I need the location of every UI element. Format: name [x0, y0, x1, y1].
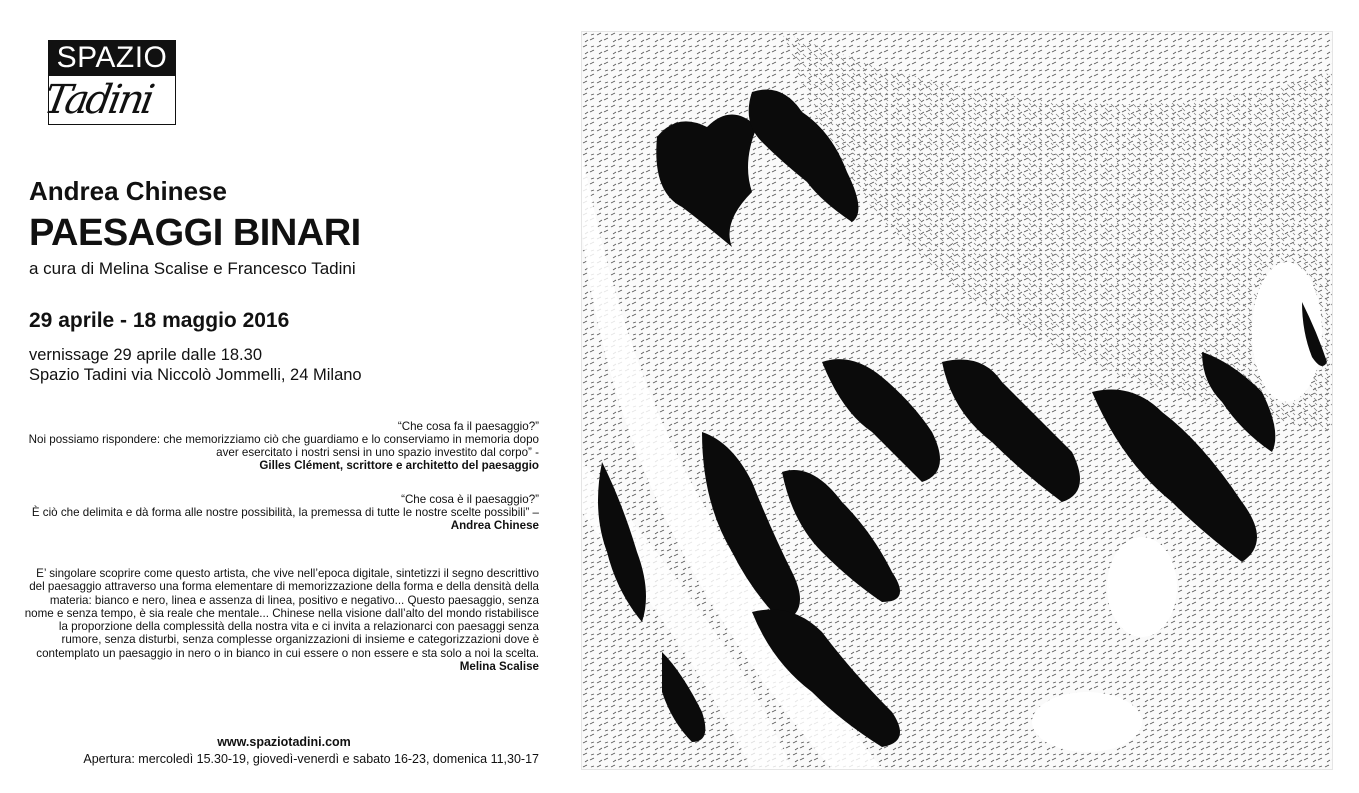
vernissage-time: vernissage 29 aprile dalle 18.30	[29, 346, 262, 364]
quote-question: “Che cosa fa il paesaggio?”	[397, 420, 539, 433]
artwork-clearing	[1107, 537, 1177, 637]
exhibition-title: PAESAGGI BINARI	[29, 212, 361, 254]
opening-hours: Apertura: mercoledì 15.30-19, giovedì-venerdì e sabato 16-23, domenica 11,30-17	[83, 752, 539, 766]
artist-name: Andrea Chinese	[29, 176, 227, 206]
essay-text: E’ singolare scoprire come questo artista, che vive nell’epoca digitale, sintetizzi il segno descrittivo del paesaggio attraverso una forma elementare di memorizzazione della forma e della densità della materia: bianco e nero, linea e assenza di linea, positivo e negativo... Questo paesaggio, senza nome e senza tempo, è sia reale che mentale... Chinese nella visione dall’alto del mondo ristabilisce la proporzione della complessità della nostra vita e ci invita a relazionarci con paesaggi senza rumore, senza disturbi, senza complesse organizzazioni di insieme e categorizzazioni dove è contemplato un paesaggio in nero o in bianco in cui essere o non essere e sta solo a noi la scelta.	[24, 567, 539, 660]
logo-top-text: SPAZIO	[48, 40, 176, 76]
vernissage-info	[29, 345, 362, 385]
quote-block	[19, 420, 539, 472]
curators: a cura di Melina Scalise e Francesco Tadini	[29, 259, 356, 278]
quote-text: Noi possiamo rispondere: che memorizziamo ciò che guardiamo e lo conserviamo in memoria dopo aver esercitato i nostri sensi in uno spazio investito dal corpo” -	[28, 433, 539, 459]
logo-script-text: Tadini	[40, 77, 156, 123]
quote-author: Andrea Chinese	[450, 519, 539, 532]
website-link[interactable]: www.spaziotadini.com	[217, 735, 351, 749]
curator-essay	[19, 567, 539, 673]
quote-question: “Che cosa è il paesaggio?”	[401, 493, 539, 506]
artwork-clearing	[1032, 692, 1142, 752]
quote-author: Gilles Clément, scrittore e architetto del paesaggio	[259, 459, 539, 472]
essay-author: Melina Scalise	[459, 660, 539, 674]
artwork-image	[581, 31, 1333, 770]
venue-address: Spazio Tadini via Niccolò Jommelli, 24 Milano	[29, 366, 362, 384]
spazio-tadini-logo	[40, 38, 176, 136]
quote-block	[19, 493, 539, 532]
exhibition-dates: 29 aprile - 18 maggio 2016	[29, 309, 290, 332]
quote-text: È ciò che delimita e dà forma alle nostre possibilità, la premessa di tutte le nostre scelte possibili” –	[31, 506, 539, 519]
